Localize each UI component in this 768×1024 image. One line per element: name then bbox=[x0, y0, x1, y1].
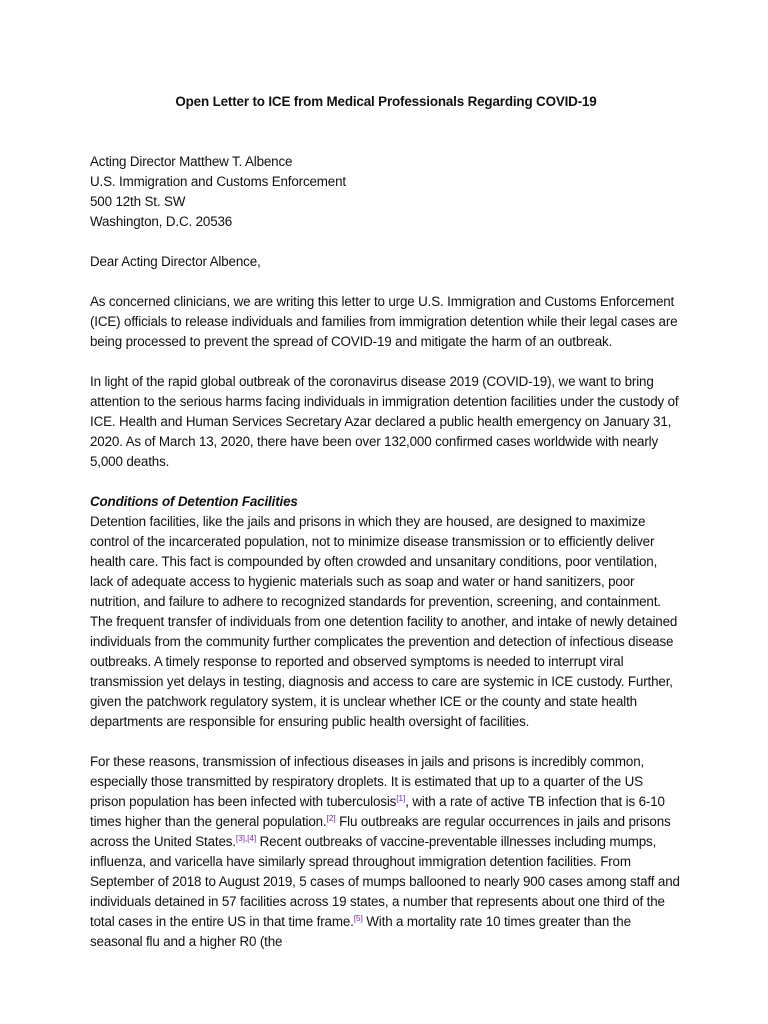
address-line-city: Washington, D.C. 20536 bbox=[90, 214, 233, 229]
transmission-paragraph bbox=[90, 752, 682, 952]
section-heading: Conditions of Detention Facilities bbox=[90, 494, 298, 509]
footnote-link[interactable]: [2] bbox=[326, 813, 336, 823]
address-line-name: Acting Director Matthew T. Albence bbox=[90, 154, 293, 169]
intro-paragraph: As concerned clinicians, we are writing this letter to urge U.S. Immigration and Customs Enforcement (ICE) officials to release individuals and families from immigration detention while their legal cases are being processed to prevent the spread of COVID-19 and mitigate the harm of an outbreak. bbox=[90, 294, 678, 349]
salutation: Dear Acting Director Albence, bbox=[90, 254, 261, 269]
text-run: With a mortality rate 10 times greater than the seasonal flu and a higher R0 (the bbox=[90, 914, 631, 949]
conditions-paragraph: Detention facilities, like the jails and prisons in which they are housed, are designed to maximize control of the incarcerated population, not to minimize disease transmission or to efficiently deliver health care. This fact is compounded by often crowded and unsanitary conditions, poor ventilation, lack of adequate access to hygienic materials such as soap and water or hand sanitizers, poor nutrition, and failure to adhere to recognized standards for prevention, screening, and containment. The frequent transfer of individuals from one detention facility to another, and intake of newly detained individuals from the community further complicates the prevention and detection of infectious disease outbreaks. A timely response to reported and observed symptoms is needed to interrupt viral transmission yet delays in testing, diagnosis and access to care are systemic in ICE custody. Further, given the patchwork regulatory system, it is unclear whether ICE or the county and state health departments are responsible for ensuring public health oversight of facilities. bbox=[90, 514, 678, 729]
footnote-link[interactable]: [3],[4] bbox=[235, 833, 257, 843]
document-title: Open Letter to ICE from Medical Professionals Regarding COVID-19 bbox=[175, 94, 597, 109]
footnote-link[interactable]: [5] bbox=[353, 913, 363, 923]
text-run: , with a rate of active TB infection that is 6-10 times higher than the general population. bbox=[90, 794, 665, 829]
footnote-link[interactable]: [1] bbox=[396, 793, 406, 803]
text-run: Flu outbreaks are regular occurrences in jails and prisons across the United States. bbox=[90, 814, 671, 849]
text-run: Recent outbreaks of vaccine-preventable illnesses including mumps, influenza, and varicella have similarly spread throughout immigration detention facilities. From September of 2018 to August 2019, 5 cases of mumps ballooned to nearly 900 cases among staff and individuals detained in 57 facilities across 19 states, a number that represents about one third of the total cases in the entire US in that time frame. bbox=[90, 834, 680, 929]
address-line-agency: U.S. Immigration and Customs Enforcement bbox=[90, 174, 346, 189]
recipient-address bbox=[90, 152, 682, 232]
text-run: For these reasons, transmission of infectious diseases in jails and prisons is incredibly common, especially those transmitted by respiratory droplets. It is estimated that up to a quarter of the US prison population has been infected with tuberculosis bbox=[90, 754, 645, 809]
address-line-street: 500 12th St. SW bbox=[90, 194, 186, 209]
context-paragraph: In light of the rapid global outbreak of the coronavirus disease 2019 (COVID-19), we want to bring attention to the serious harms facing individuals in immigration detention facilities under the custody of ICE. Health and Human Services Secretary Azar declared a public health emergency on January 31, 2020. As of March 13, 2020, there have been over 132,000 confirmed cases worldwide with nearly 5,000 deaths. bbox=[90, 374, 679, 469]
